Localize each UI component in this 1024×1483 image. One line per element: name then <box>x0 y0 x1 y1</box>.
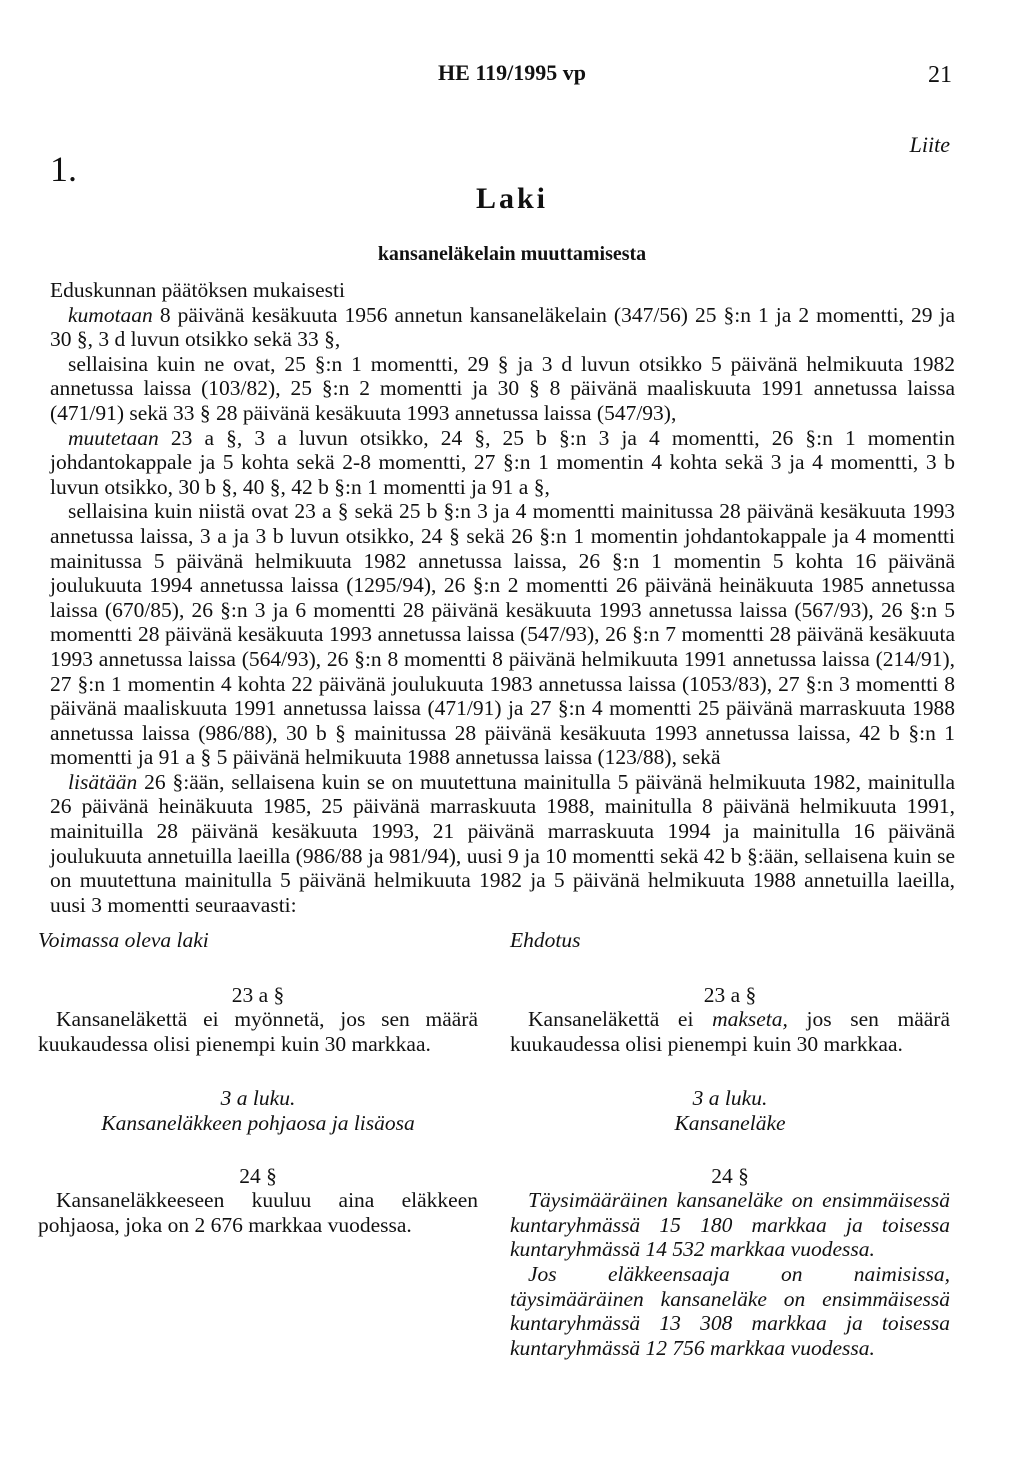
proposal-column <box>510 928 950 1360</box>
section-23a-text-end: jos sen määrä kuukaudessa olisi pienempi kuin 30 markkaa. <box>510 1007 950 1056</box>
document-header-title: HE 119/1995 vp <box>438 60 586 85</box>
current-law-column <box>38 928 478 1237</box>
section-24-text: Kansaneläkkeeseen kuuluu aina eläkkeen pohjaosa, joka on 2 676 markkaa vuodessa. <box>38 1188 478 1237</box>
chapter-title: Kansaneläke <box>674 1110 786 1135</box>
addition-keyword: lisätään <box>68 769 138 794</box>
addition-text: 26 §:ään, sellaisena kuin se on muutettuna mainitulla 5 päivänä helmikuuta 1982, mainitulla 26 päivänä heinäkuuta 1985, 25 päivänä marraskuuta 1988, mainitulla 8 päivänä helmikuuta 1991, mainituilla 28 päivänä kesäkuuta 1993, 21 päivänä marraskuuta 1994 ja mainitulla 16 päivänä joulukuuta annetuilla laeilla (986/88 ja 981/94), uusi 9 ja 10 momentti sekä 42 b §:ään, sellaisena kuin se on muutettuna mainitulla 5 päivänä helmikuuta 1982 ja 5 päivänä helmikuuta 1988 annetuilla laeilla, uusi 3 momentti seuraavasti: <box>50 769 955 917</box>
repeal-paragraph <box>50 303 955 352</box>
enactment-clause <box>50 278 955 917</box>
amend-keyword: muutetaan <box>68 425 159 450</box>
chapter-number: 3 a luku. <box>220 1086 296 1111</box>
addition-paragraph <box>50 770 955 918</box>
law-number: 1. <box>50 149 77 189</box>
section-24-paragraph-2: Jos eläkkeensaaja on naimisissa, täysimääräinen kansaneläke on ensimmäisessä kuntaryhmässä 13 308 markkaa ja toisessa kuntaryhmässä 12 756 markkaa vuodessa. <box>510 1261 950 1360</box>
section-23a-text-start: Kansaneläkettä ei <box>528 1007 713 1032</box>
repeal-keyword: kumotaan <box>68 302 153 327</box>
section-23a-heading: 23 a § <box>703 982 757 1007</box>
law-subtitle: kansaneläkelain muuttamisesta <box>377 243 647 265</box>
chapter-number: 3 a luku. <box>692 1086 768 1111</box>
section-23a-changed-word: makseta, <box>712 1007 788 1032</box>
repeal-text: 8 päivänä kesäkuuta 1956 annetun kansaneläkelain (347/56) 25 §:n 1 ja 2 momentti, 29 ja 30 §, 3 d luvun otsikko sekä 33 §, <box>50 302 955 352</box>
enactment-intro: Eduskunnan päätöksen mukaisesti <box>50 278 345 302</box>
law-title: Laki <box>475 182 549 215</box>
chapter-title: Kansaneläkkeen pohjaosa ja lisäosa <box>101 1110 415 1135</box>
appendix-label: Liite <box>909 132 950 157</box>
amend-paragraph <box>50 426 955 500</box>
amend-detail: sellaisina kuin niistä ovat 23 a § sekä 25 b §:n 3 ja 4 momentti mainitussa 28 päivänä kesäkuuta 1993 annetussa laissa, 3 a ja 3 b luvun otsikko, 24 § sekä 26 §:n 1 momentin johdantokappale ja 4 momentti mainitussa 5 päivänä helmikuuta 1982 annetussa laissa, 26 §:n 1 momentin 5 kohta 16 päivänä joulukuuta 1994 annetussa laissa (1295/94), 26 §:n 2 momentti 26 päivänä heinäkuuta 1985 annetussa laissa (670/85), 26 §:n 3 ja 6 momentti 28 päivänä kesäkuuta 1993 annetussa laissa (567/93), 26 §:n 5 momentti 28 päivänä kesäkuuta 1993 annetussa laissa (547/93), 26 §:n 7 momentti 28 päivänä kesäkuuta 1993 annetussa laissa (564/93), 26 §:n 8 momentti 8 päivänä helmikuuta 1991 annetussa laissa (214/91), 27 §:n 1 momentin 4 kohta 22 päivänä joulukuuta 1983 annetussa laissa (1053/83), 27 §:n 3 momentti 8 päivänä maaliskuuta 1991 annetussa laissa (471/91) ja 27 §:n 4 momentti 25 päivänä marraskuuta 1988 annetussa laissa (986/88), 30 b § mainitussa 28 päivänä kesäkuuta 1993 annetussa laissa, 42 b §:n 1 momentti ja 91 a § 5 päivänä helmikuuta 1988 annetussa laissa (123/88), sekä <box>50 499 955 770</box>
page-number: 21 <box>928 62 952 88</box>
section-24-heading: 24 § <box>711 1163 749 1188</box>
current-law-heading: Voimassa oleva laki <box>38 928 209 952</box>
proposal-heading: Ehdotus <box>510 928 581 952</box>
repeal-detail: sellaisina kuin ne ovat, 25 §:n 1 momentti, 29 § ja 3 d luvun otsikko 5 päivänä helmikuuta 1982 annetussa laissa (103/82), 25 §:n 2 momentti ja 30 § 8 päivänä maaliskuuta 1991 annetussa laissa (471/91) sekä 33 § 28 päivänä kesäkuuta 1993 annetussa laissa (547/93), <box>50 351 955 425</box>
section-24-paragraph-1: Täysimääräinen kansaneläke on ensimmäisessä kuntaryhmässä 15 180 markkaa ja toisessa kuntaryhmässä 14 532 markkaa vuodessa. <box>510 1188 950 1262</box>
section-23a-heading: 23 a § <box>231 982 285 1007</box>
amend-text: 23 a §, 3 a luvun otsikko, 24 §, 25 b §:n 3 ja 4 momentti, 26 §:n 1 momentin johdantokappale ja 5 kohta sekä 2-8 momentti, 27 §:n 1 momentin 4 kohta sekä 3 ja 4 momentti, 3 b luvun otsikko, 30 b §, 40 §, 42 b §:n 1 momentti ja 91 a §, <box>50 425 955 499</box>
section-24-heading: 24 § <box>239 1163 277 1188</box>
section-23a-text <box>510 1007 950 1056</box>
section-23a-text: Kansaneläkettä ei myönnetä, jos sen määrä kuukaudessa olisi pienempi kuin 30 markkaa. <box>38 1007 478 1056</box>
